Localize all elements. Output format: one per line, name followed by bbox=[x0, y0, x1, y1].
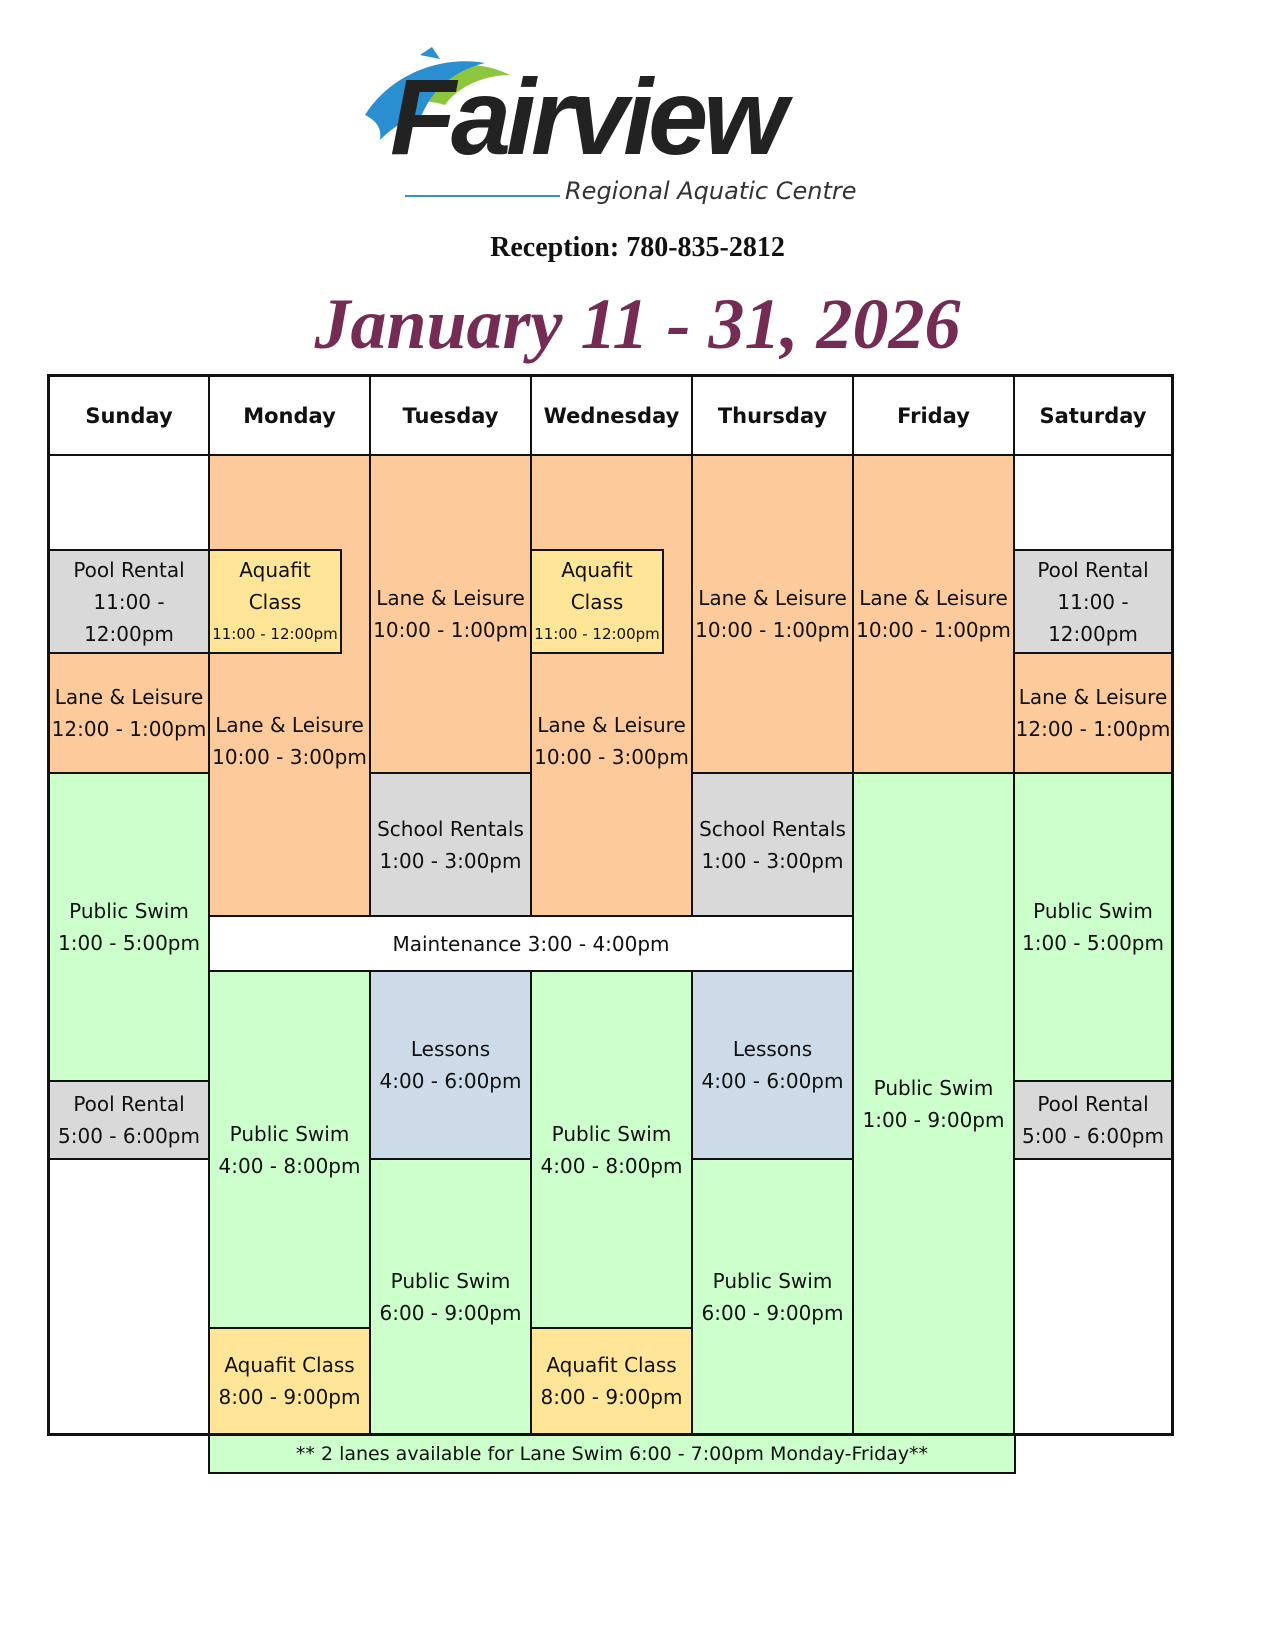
reception-phone: Reception: 780-835-2812 bbox=[490, 232, 785, 263]
schedule-block: Aquafit Class 8:00 - 9:00pm bbox=[530, 1327, 693, 1435]
schedule-block: Lane & Leisure 10:00 - 1:00pm bbox=[691, 454, 854, 774]
schedule-block: Pool Rental 5:00 - 6:00pm bbox=[48, 1080, 210, 1160]
empty-slot bbox=[1013, 1158, 1173, 1435]
schedule-block: Pool Rental 11:00 - 12:00pm bbox=[48, 549, 210, 654]
empty-slot bbox=[48, 1158, 210, 1435]
maintenance-block: Maintenance 3:00 - 4:00pm bbox=[208, 915, 854, 972]
schedule-block: Public Swim 4:00 - 8:00pm bbox=[208, 970, 371, 1329]
day-header-thursday: Thursday bbox=[691, 375, 854, 456]
schedule-block: School Rentals 1:00 - 3:00pm bbox=[369, 772, 532, 917]
day-header-wednesday: Wednesday bbox=[530, 375, 693, 456]
schedule-block: Lane & Leisure 12:00 - 1:00pm bbox=[1013, 652, 1173, 774]
lane-swim-footnote: ** 2 lanes available for Lane Swim 6:00 - 7:00pm Monday-Friday** bbox=[208, 1434, 1016, 1474]
schedule-block: Aquafit Class 11:00 - 12:00pm bbox=[208, 549, 342, 654]
schedule-block: Lessons 4:00 - 6:00pm bbox=[691, 970, 854, 1160]
schedule-block: Lessons 4:00 - 6:00pm bbox=[369, 970, 532, 1160]
logo-wordmark: Fairview bbox=[390, 56, 783, 177]
schedule-block: School Rentals 1:00 - 3:00pm bbox=[691, 772, 854, 917]
schedule-block: Aquafit Class 8:00 - 9:00pm bbox=[208, 1327, 371, 1435]
schedule-block: Public Swim 1:00 - 5:00pm bbox=[48, 772, 210, 1082]
schedule-block: Public Swim 1:00 - 5:00pm bbox=[1013, 772, 1173, 1082]
schedule-block: Lane & Leisure 10:00 - 3:00pm bbox=[530, 454, 693, 917]
day-header-tuesday: Tuesday bbox=[369, 375, 532, 456]
schedule-block: Pool Rental 11:00 - 12:00pm bbox=[1013, 549, 1173, 654]
schedule-block: Public Swim 6:00 - 9:00pm bbox=[369, 1158, 532, 1435]
day-header-friday: Friday bbox=[852, 375, 1015, 456]
day-header-saturday: Saturday bbox=[1013, 375, 1173, 456]
day-header-sunday: Sunday bbox=[48, 375, 210, 456]
schedule-block: Lane & Leisure 10:00 - 3:00pm bbox=[208, 454, 371, 917]
empty-slot bbox=[48, 454, 210, 551]
logo-subtitle: Regional Aquatic Centre bbox=[565, 177, 857, 205]
day-header-monday: Monday bbox=[208, 375, 371, 456]
schedule-block: Public Swim 4:00 - 8:00pm bbox=[530, 970, 693, 1329]
schedule-block: Lane & Leisure 12:00 - 1:00pm bbox=[48, 652, 210, 774]
schedule-block: Pool Rental 5:00 - 6:00pm bbox=[1013, 1080, 1173, 1160]
schedule-block: Aquafit Class 11:00 - 12:00pm bbox=[530, 549, 664, 654]
schedule-title: January 11 - 31, 2026 bbox=[314, 284, 961, 364]
schedule-block: Public Swim 6:00 - 9:00pm bbox=[691, 1158, 854, 1435]
empty-slot bbox=[1013, 454, 1173, 551]
schedule-block: Public Swim 1:00 - 9:00pm bbox=[852, 772, 1015, 1435]
schedule-block: Lane & Leisure 10:00 - 1:00pm bbox=[369, 454, 532, 774]
schedule-block: Lane & Leisure 10:00 - 1:00pm bbox=[852, 454, 1015, 774]
